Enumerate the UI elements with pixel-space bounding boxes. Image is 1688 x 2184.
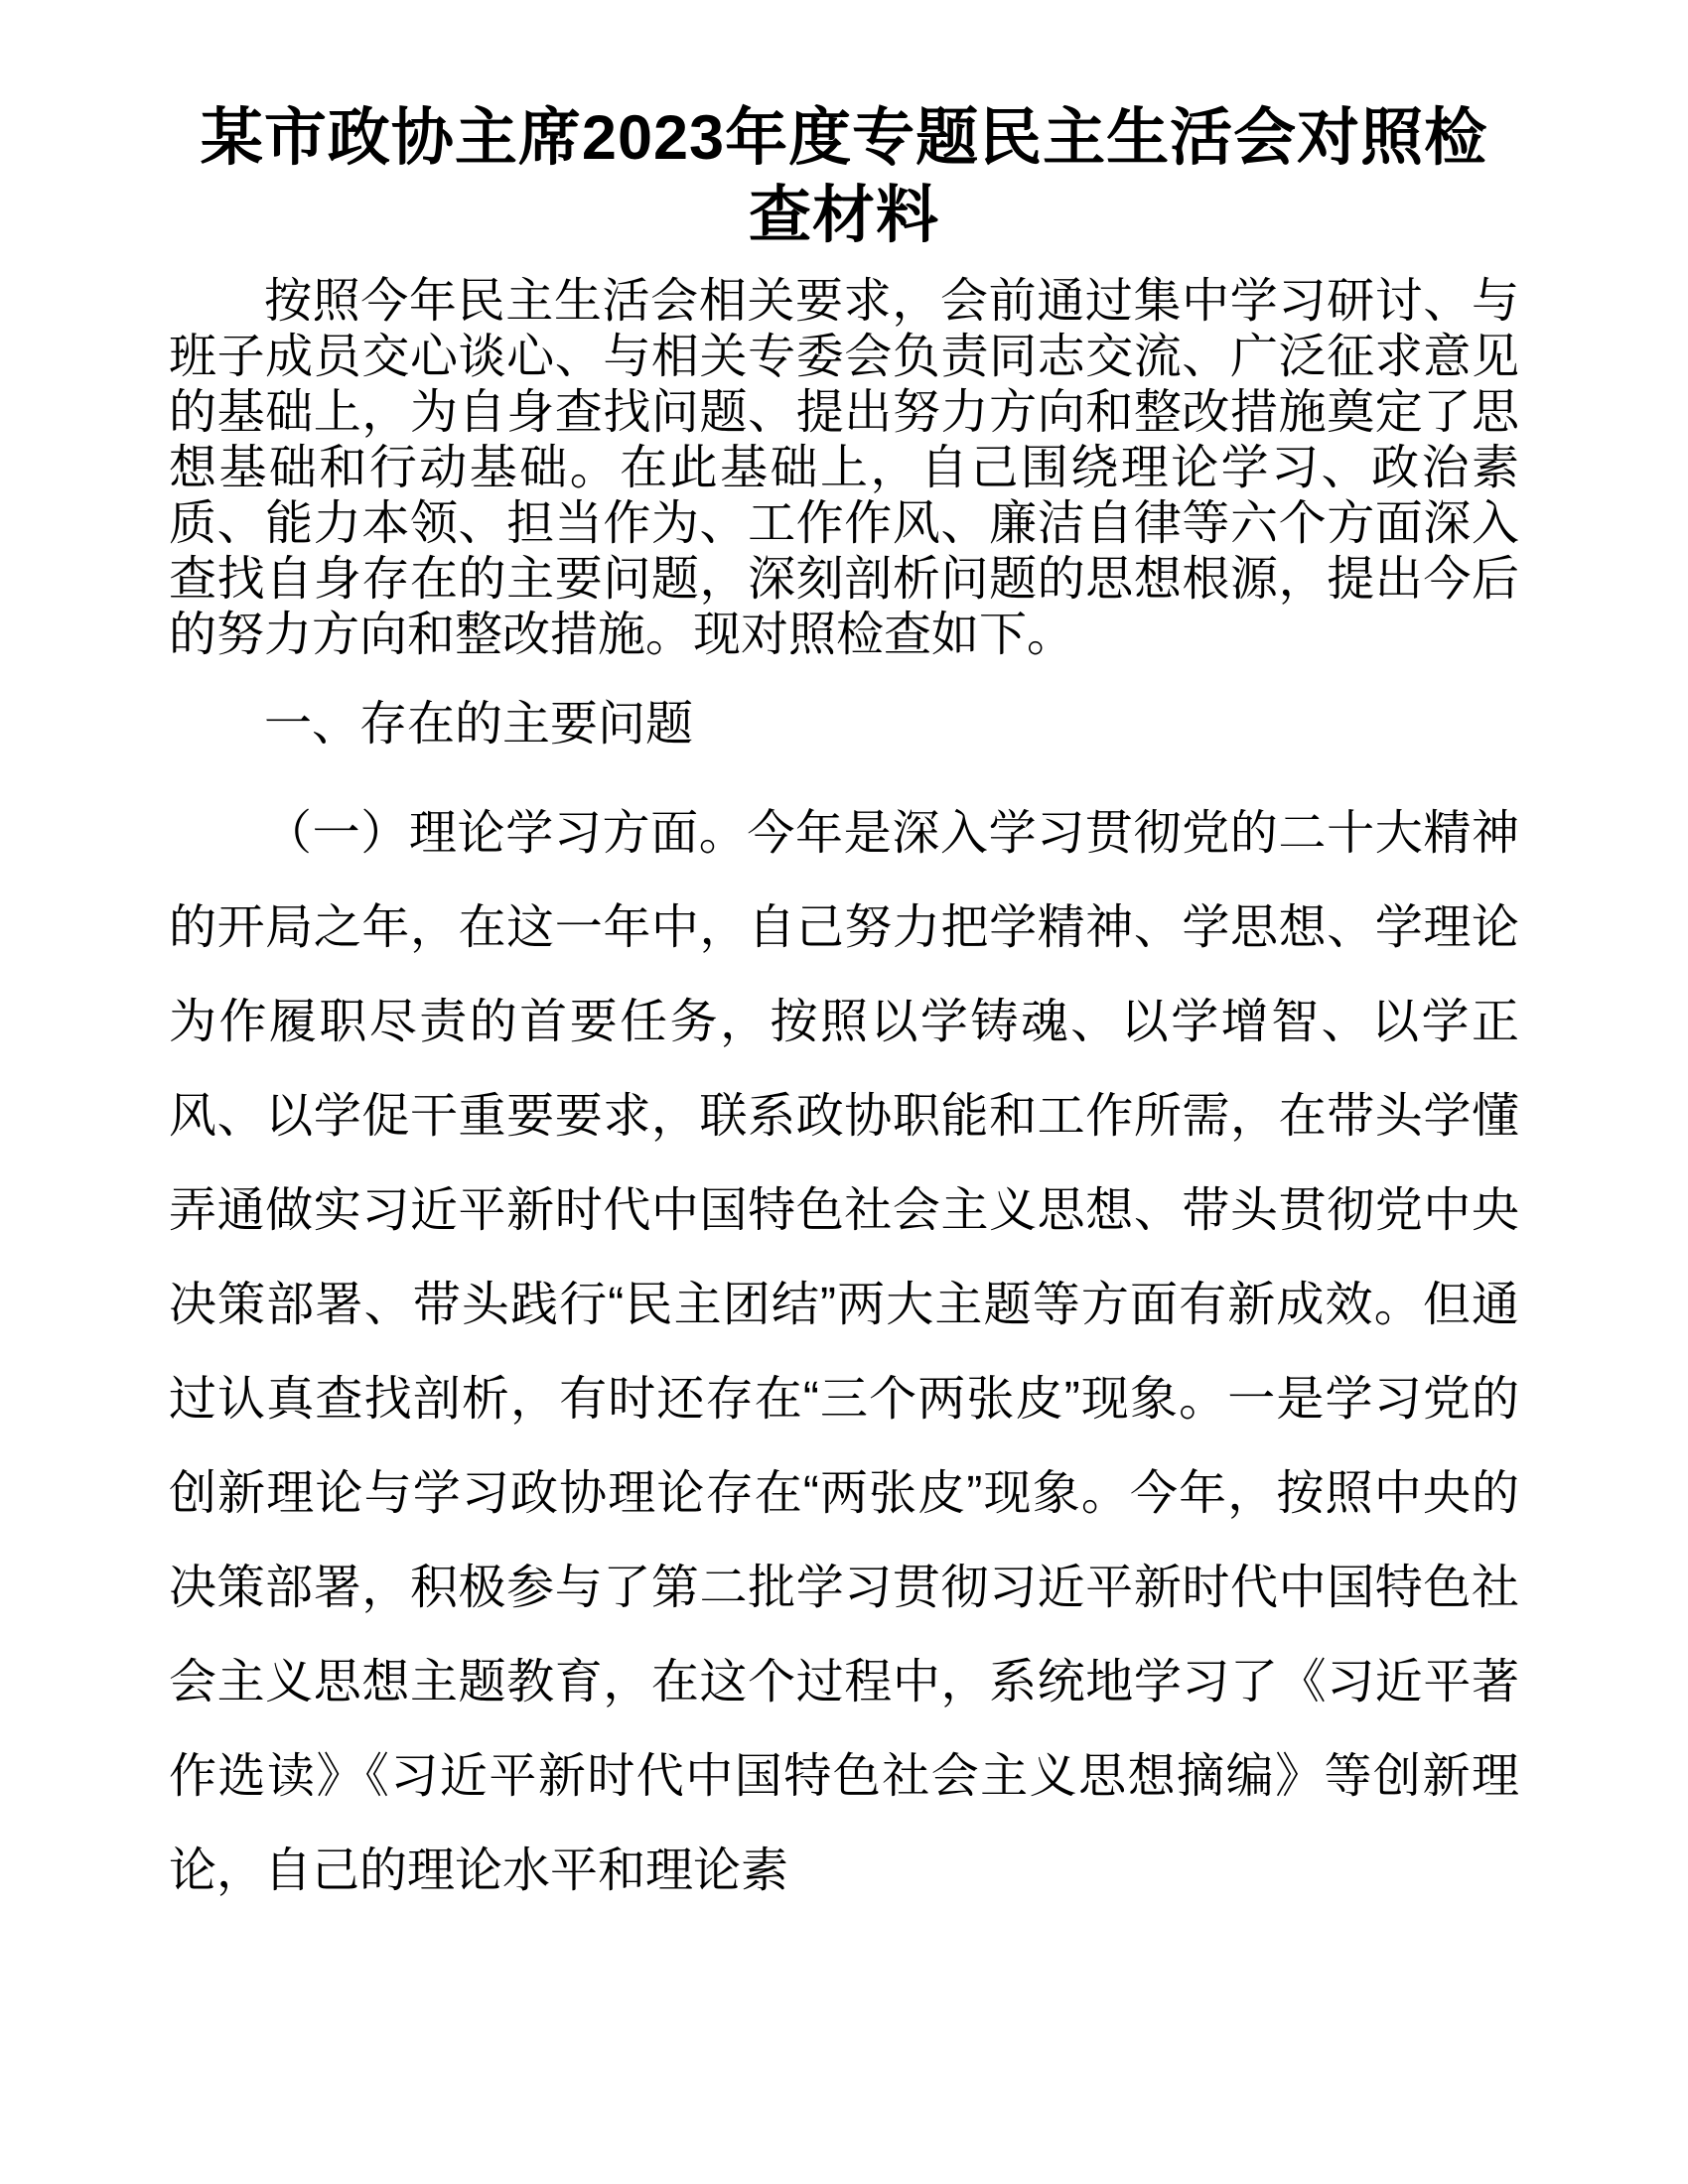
- intro-paragraph: 按照今年民主生活会相关要求，会前通过集中学习研讨、与班子成员交心谈心、与相关专委会负责同志交流、广泛征求意见的基础上，为自身查找问题、提出努力方向和整改措施奠定了思想基础和行动基础。在此基础上，自己围绕理论学习、政治素质、能力本领、担当作为、工作作风、廉洁自律等六个方面深入查找自身存在的主要问题，深刻剖析问题的思想根源，提出今后的努力方向和整改措施。现对照检查如下。: [169, 275, 1519, 661]
- section-heading-main-problems: 一、存在的主要问题: [264, 698, 694, 751]
- document-title: 某市政协主席2023年度专题民主生活会对照检查材料: [200, 103, 1488, 250]
- body-paragraph-theory-study: （一）理论学习方面。今年是深入学习贯彻党的二十大精神的开局之年，在这一年中，自己努力把学精神、学思想、学理论为作履职尽责的首要任务，按照以学铸魂、以学增智、以学正风、以学促干重要要求，联系政协职能和工作所需，在带头学懂弄通做实习近平新时代中国特色社会主义思想、带头贯彻党中央决策部署、带头践行“民主团结”两大主题等方面有新成效。但通过认真查找剖析，有时还存在“三个两张皮”现象。一是学习党的创新理论与学习政协理论存在“两张皮”现象。今年，按照中央的决策部署，积极参与了第二批学习贯彻习近平新时代中国特色社会主义思想主题教育，在这个过程中，系统地学习了《习近平著作选读》《习近平新时代中国特色社会主义思想摘编》等创新理论，自己的理论水平和理论素: [169, 807, 1519, 1897]
